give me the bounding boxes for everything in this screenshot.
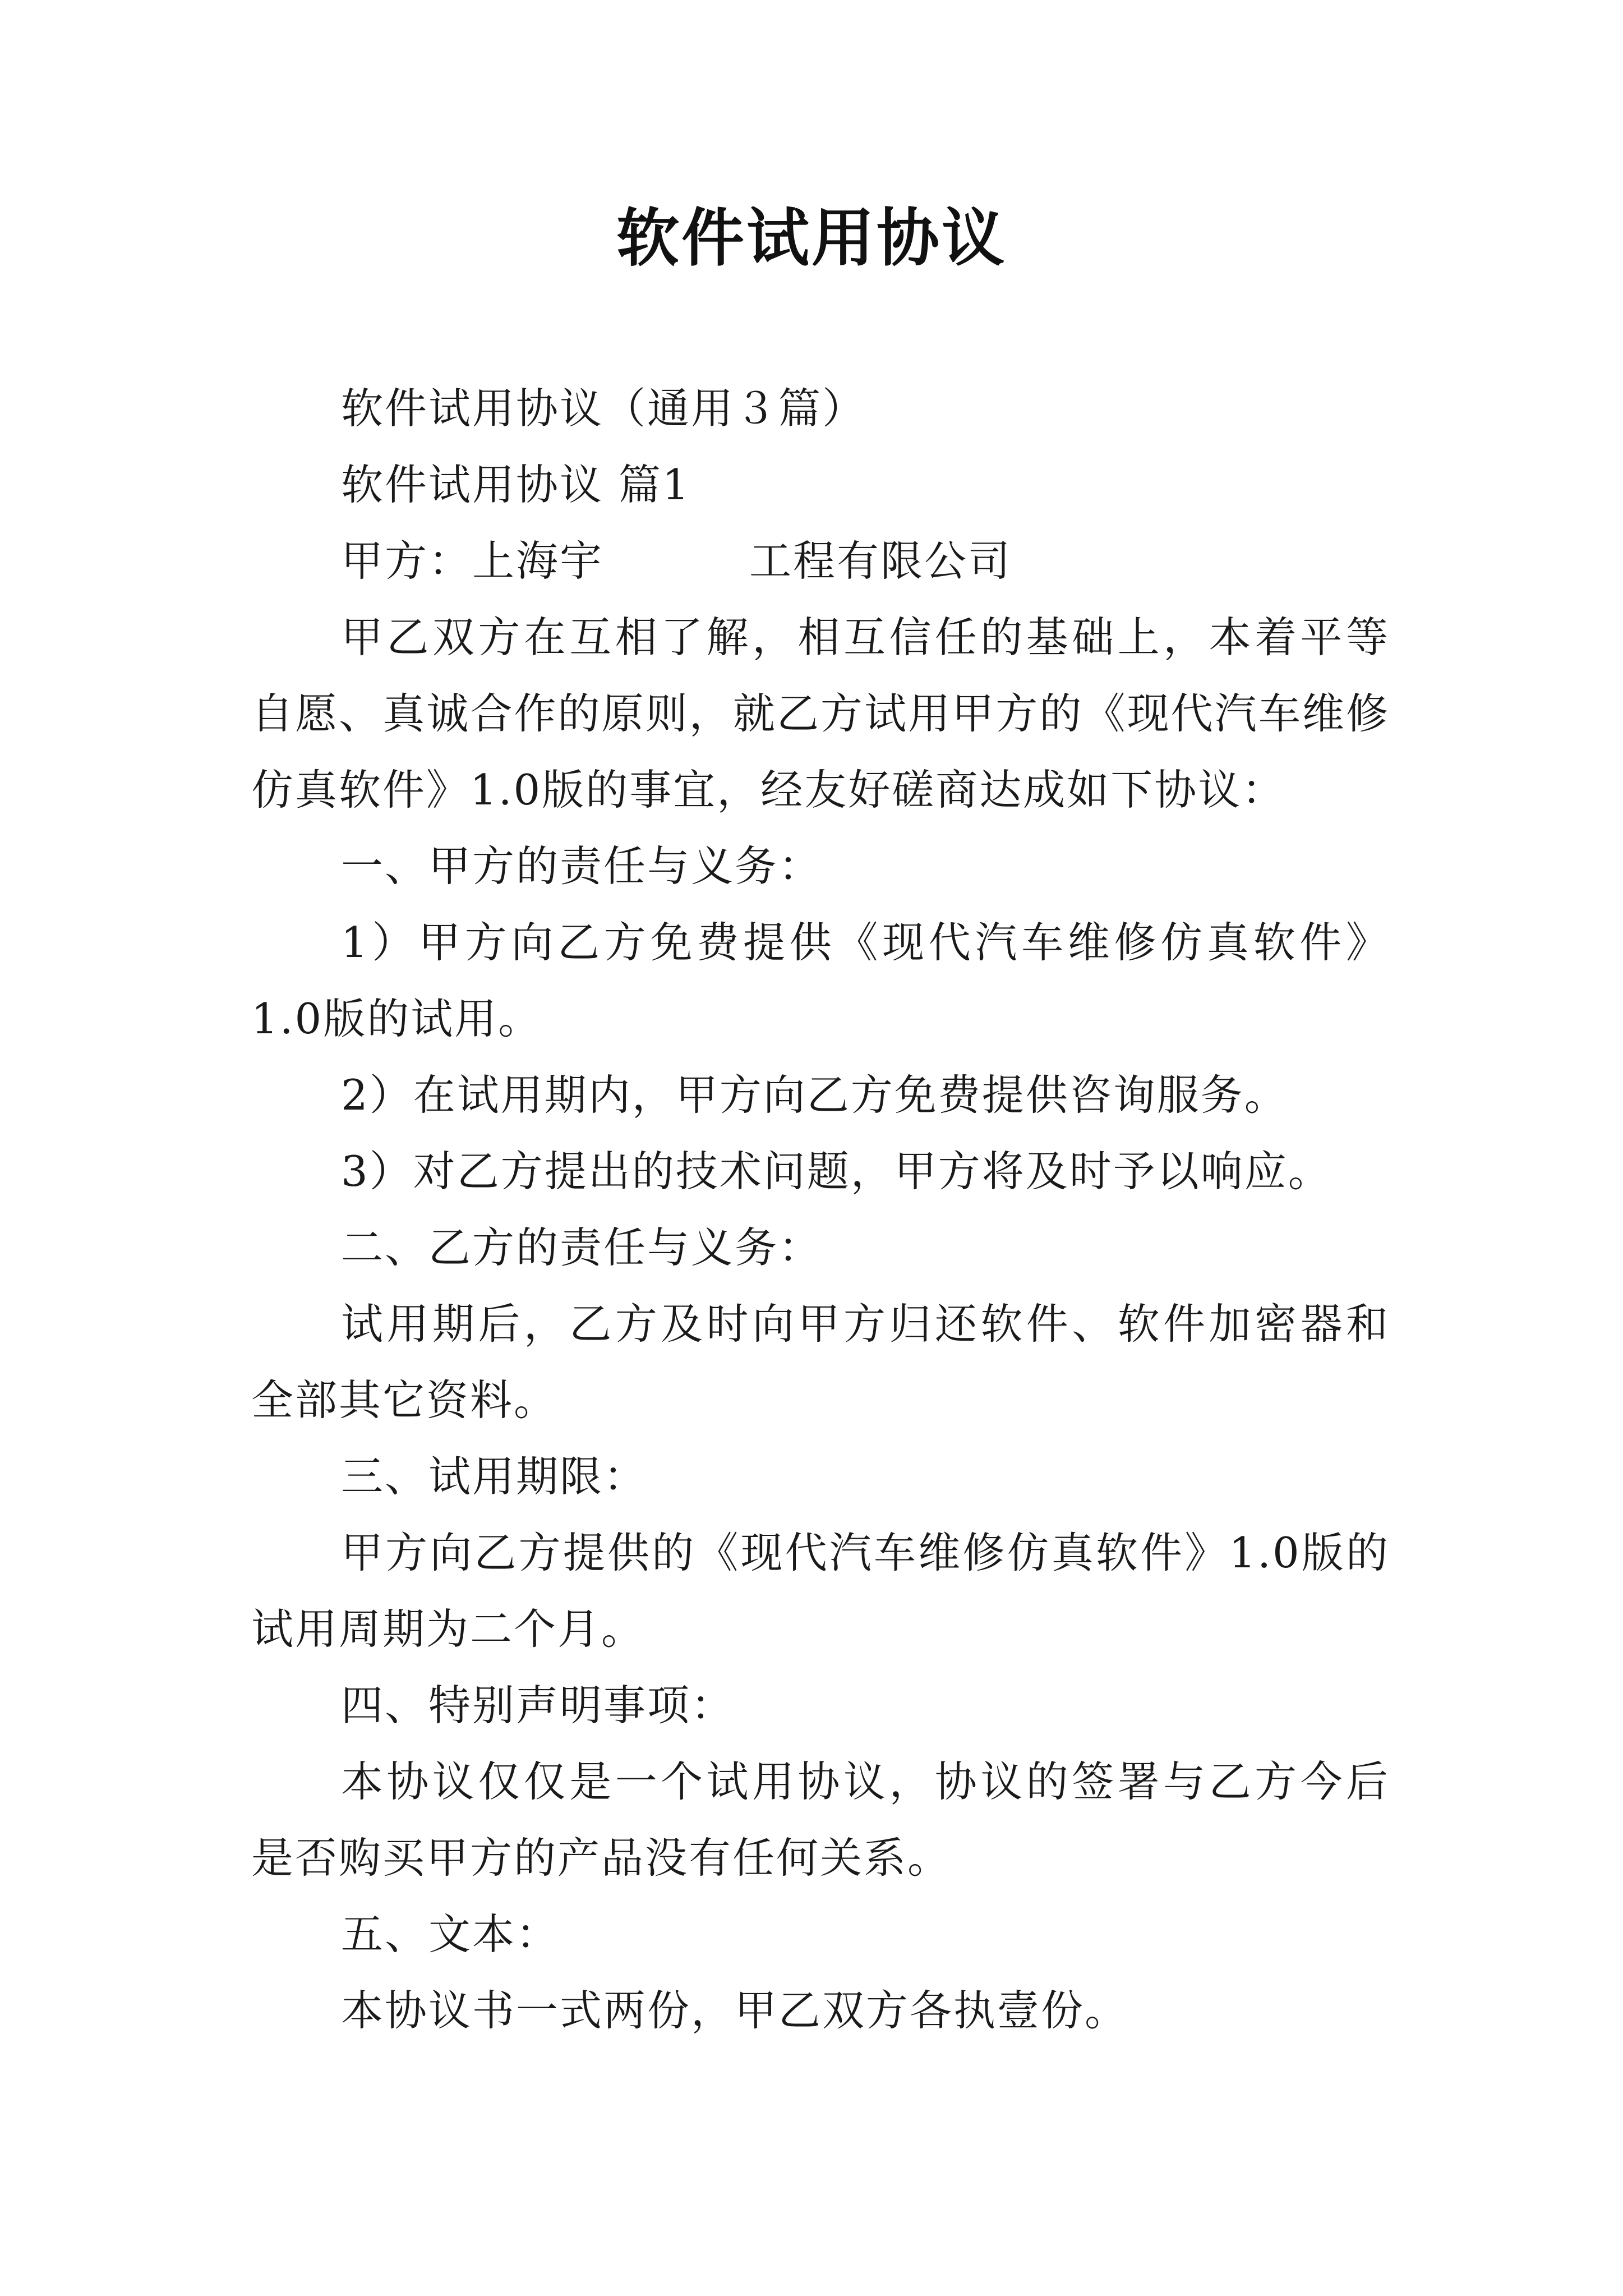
clause-1-1: 1）甲方向乙方免费提供《现代汽车维修仿真软件》1.0版的试用。: [251, 918, 1390, 1043]
party-a-suffix: 工程有限公司: [749, 536, 1012, 586]
clause-2: 试用期后，乙方及时向甲方归还软件、软件加密器和全部其它资料。: [251, 1299, 1390, 1425]
clause-1-3: 3）对乙方提出的技术问题，甲方将及时予以响应。: [341, 1147, 1332, 1196]
clause-4: 本协议仅仅是一个试用协议，协议的签署与乙方今后是否购买甲方的产品没有任何关系。: [251, 1757, 1390, 1883]
clause-3: 甲方向乙方提供的《现代汽车维修仿真软件》1.0版的试用周期为二个月。: [251, 1528, 1390, 1654]
document-title: 软件试用协议: [616, 202, 1007, 275]
clause-1-2: 2）在试用期内，甲方向乙方免费提供咨询服务。: [341, 1070, 1288, 1120]
document-body: [251, 370, 1390, 2049]
section-heading-1: 一、甲方的责任与义务：: [341, 841, 823, 891]
clause-5: 本协议书一式两份，甲乙双方各执壹份。: [341, 1986, 1129, 2035]
party-a-label: 甲方：上海宇: [341, 536, 604, 586]
party-a-line: [251, 523, 1390, 599]
section-heading-4: 四、特别声明事项：: [341, 1681, 735, 1730]
section-heading-5: 五、文本：: [341, 1910, 560, 1959]
document-subtitle: 软件试用协议（通用３篇）: [341, 384, 866, 433]
paragraph-intro: 甲乙双方在互相了解，相互信任的基础上，本着平等自愿、真诚合作的原则，就乙方试用甲方的《现代汽车维修仿真软件》1.0版的事宜，经友好磋商达成如下协议：: [251, 613, 1390, 815]
article-heading: 软件试用协议 篇1: [341, 460, 691, 509]
section-heading-2: 二、乙方的责任与义务：: [341, 1223, 823, 1272]
section-heading-3: 三、试用期限：: [341, 1452, 648, 1501]
